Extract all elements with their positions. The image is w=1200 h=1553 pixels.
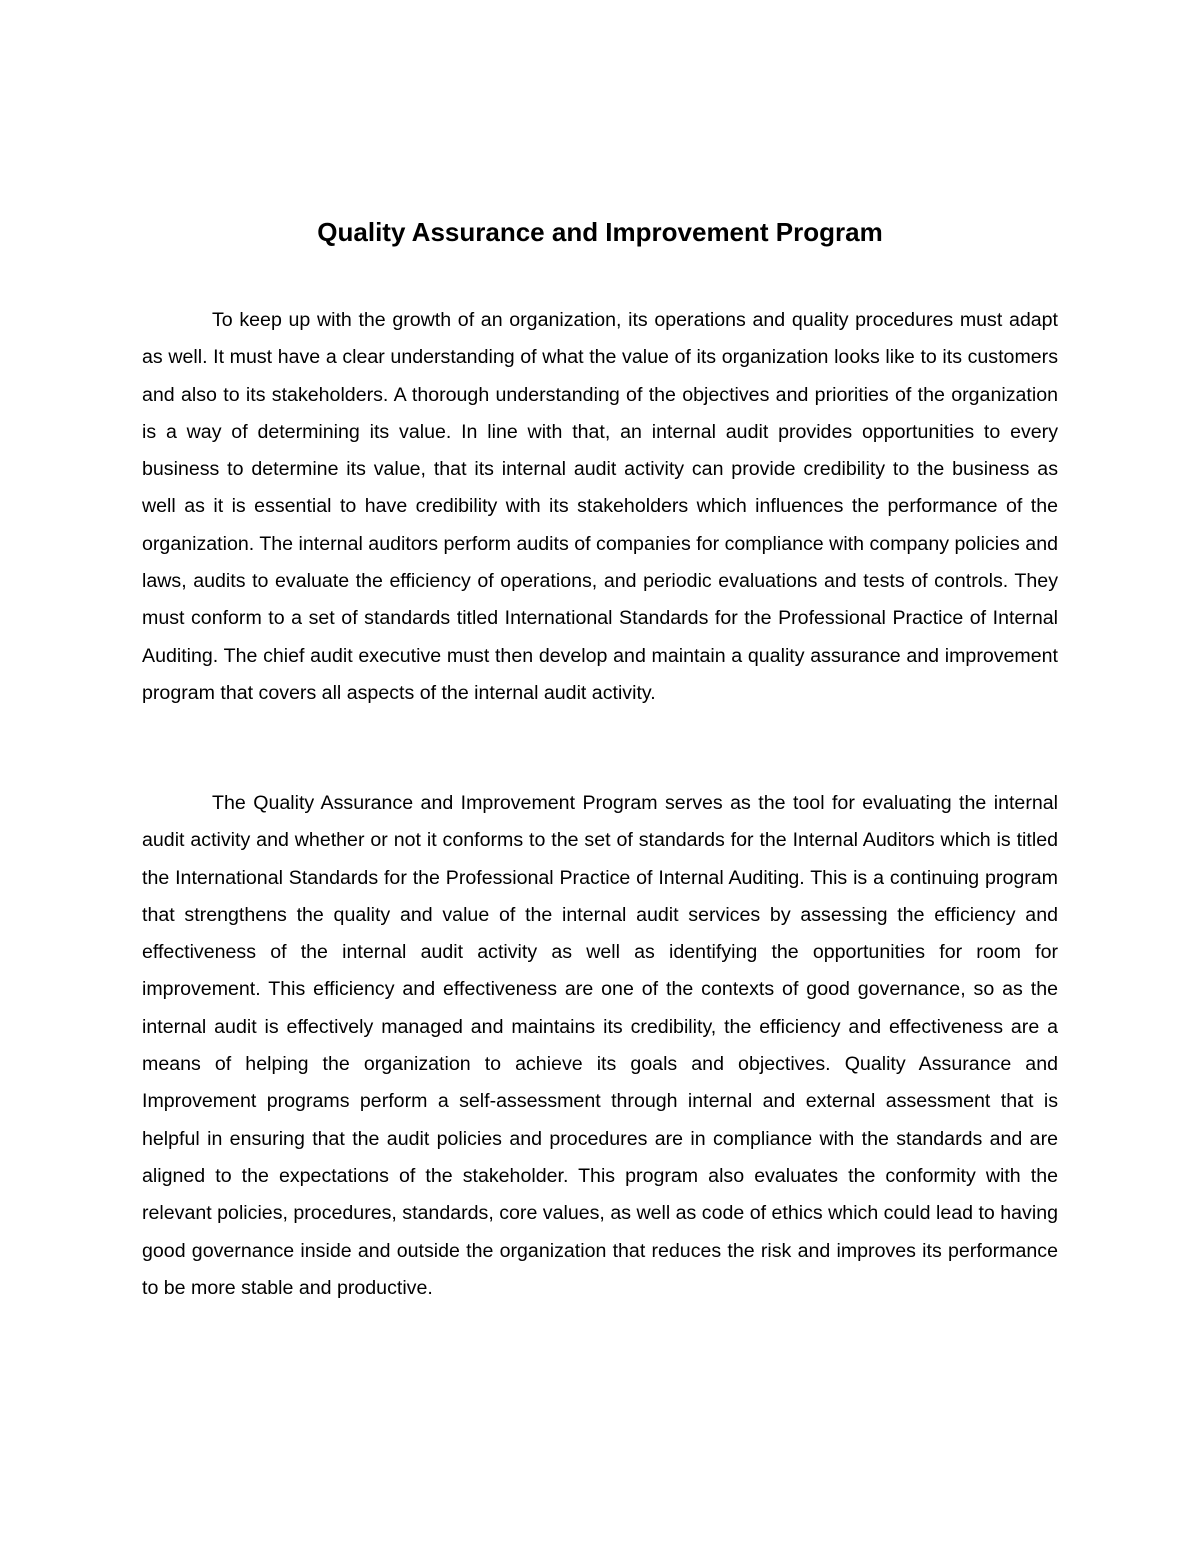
paragraph-2: The Quality Assurance and Improvement Program serves as the tool for evaluating the internal audit activity and whether or not it conforms to the set of standards for the Internal Auditors which is titled the International Standards for the Professional Practice of Internal Auditing. This is a continuing program that strengthens the quality and value of the internal audit services by assessing the efficiency and effectiveness of the internal audit activity as well as identifying the opportunities for room for improvement. This efficiency and effectiveness are one of the contexts of good governance, so as the internal audit is effectively managed and maintains its credibility, the efficiency and effectiveness are a means of helping the organization to achieve its goals and objectives. Quality Assurance and Improvement programs perform a self-assessment through internal and external assessment that is helpful in ensuring that the audit policies and procedures are in compliance with the standards and are aligned to the expectations of the stakeholder. This program also evaluates the conformity with the relevant policies, procedures, standards, core values, as well as code of ethics which could lead to having good governance inside and outside the organization that reduces the risk and improves its performance to be more stable and productive.: [142, 792, 1058, 1299]
document-title: Quality Assurance and Improvement Program: [317, 217, 883, 247]
paragraph-1: To keep up with the growth of an organization, its operations and quality procedures must adapt as well. It must have a clear understanding of what the value of its organization looks like to its customers and also to its stakeholders. A thorough understanding of the objectives and priorities of the organization is a way of determining its value. In line with that, an internal audit provides opportunities to every business to determine its value, that its internal audit activity can provide credibility to the business as well as it is essential to have credibility with its stakeholders which influences the performance of the organization. The internal auditors perform audits of companies for compliance with company policies and laws, audits to evaluate the efficiency of operations, and periodic evaluations and tests of controls. They must conform to a set of standards titled International Standards for the Professional Practice of Internal Auditing. The chief audit executive must then develop and maintain a quality assurance and improvement program that covers all aspects of the internal audit activity.: [142, 309, 1058, 704]
